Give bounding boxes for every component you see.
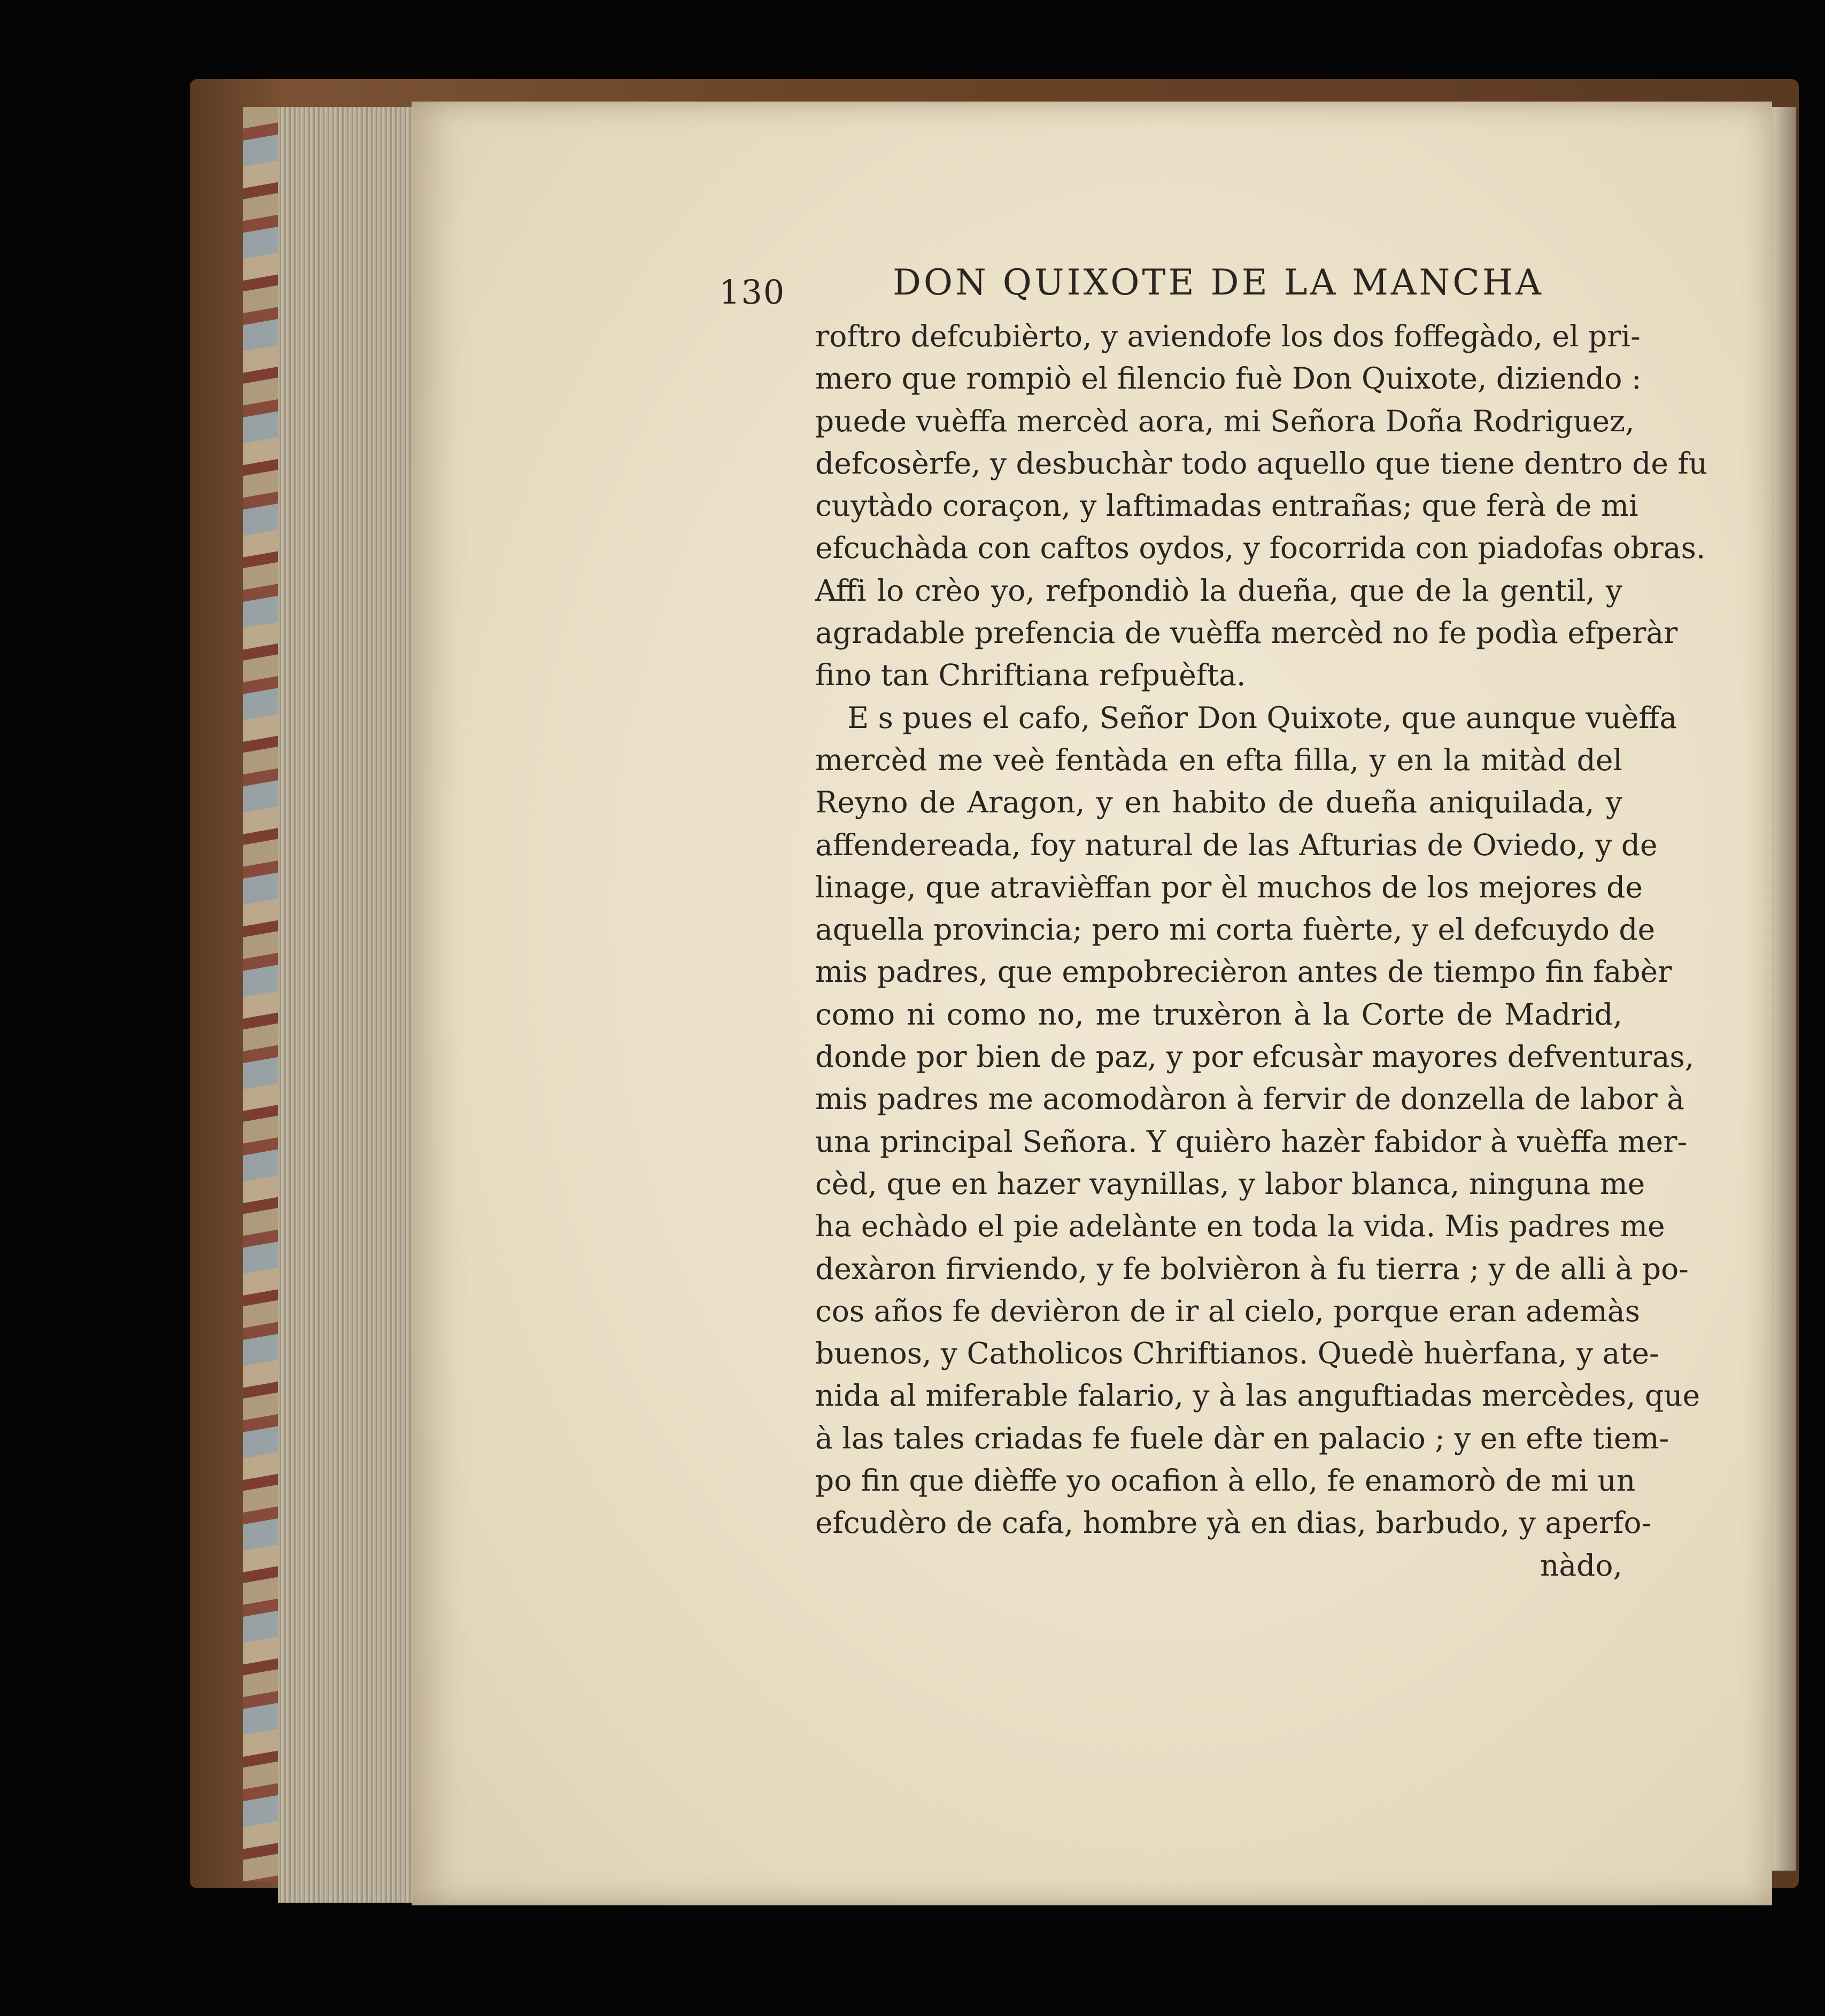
text-line: como ni como no, me truxèron à la Corte de Madrid,	[815, 997, 1622, 1032]
text-line: una principal Señora. Y quièro hazèr fabidor à vuèffa mer-	[815, 1124, 1688, 1159]
text-line: mero que rompiò el filencio fuè Don Quixote, diziendo :	[815, 361, 1642, 396]
text-line: roftro defcubièrto, y aviendofe los dos foffegàdo, el pri-	[815, 319, 1641, 353]
catchword: nàdo,	[1540, 1548, 1622, 1583]
text-line: fino tan Chriftiana refpuèfta.	[815, 658, 1246, 693]
text-line: linage, que atravièffan por èl muchos de los mejores de	[815, 870, 1643, 904]
text-line: à las tales criadas fe fuele dàr en palacio ; y en efte tiem-	[815, 1421, 1669, 1455]
text-line: cèd, que en hazer vaynillas, y labor blanca, ninguna me	[815, 1166, 1645, 1201]
page-edges	[278, 107, 412, 1903]
text-line: efcudèro de cafa, hombre yà en dias, barbudo, y aperfo-	[815, 1506, 1652, 1540]
text-line: cuytàdo coraçon, y laftimadas entrañas; que ferà de mi	[815, 489, 1638, 523]
text-line: ha echàdo el pie adelànte en toda la vida. Mis padres me	[815, 1209, 1665, 1244]
text-line: aquella provincia; pero mi corta fuèrte, y el defcuydo de	[815, 912, 1656, 947]
text-line: cos años fe devièron de ir al cielo, porque eran ademàs	[815, 1293, 1640, 1328]
running-title: DON QUIXOTE DE LA MANCHA	[893, 262, 1544, 303]
text-line: po fin que dièffe yo ocafion à ello, fe enamorò de mi un	[815, 1463, 1636, 1498]
text-line: Affi lo crèo yo, refpondiò la dueña, que de la gentil, y	[815, 573, 1622, 608]
text-line: mercèd me veè fentàda en efta filla, y en la mitàd del	[815, 742, 1622, 777]
text-line: affendereada, foy natural de las Afturias de Oviedo, y de	[815, 827, 1658, 862]
marbled-endpaper	[243, 107, 281, 1881]
text-line: mis padres, que empobrecièron antes de tiempo fin fabèr	[815, 955, 1672, 989]
text-line: defcosèrfe, y desbuchàr todo aquello que tiene dentro de fu	[815, 446, 1708, 480]
text-line: E s pues el cafo, Señor Don Quixote, que aunque vuèffa	[847, 700, 1677, 735]
body-text	[815, 315, 1708, 1587]
text-line: agradable prefencia de vuèffa mercèd no fe podìa efperàr	[815, 616, 1678, 650]
text-line: puede vuèffa mercèd aora, mi Señora Doña Rodriguez,	[815, 404, 1635, 438]
text-line: donde por bien de paz, y por efcusàr mayores defventuras,	[815, 1040, 1695, 1074]
text-line: mis padres me acomodàron à fervir de donzella de labor à	[815, 1082, 1685, 1116]
text-line: nida al miferable falario, y à las anguftiadas mercèdes, que	[815, 1378, 1700, 1413]
page-number: 130	[719, 273, 786, 312]
text-line: Reyno de Aragon, y en habito de dueña aniquilada, y	[815, 785, 1622, 820]
text-line: dexàron firviendo, y fe bolvièron à fu tierra ; y de alli à po-	[815, 1251, 1689, 1286]
text-line: buenos, y Catholicos Chriftianos. Quedè huèrfana, y ate-	[815, 1336, 1659, 1371]
text-line: efcuchàda con caftos oydos, y focorrida con piadofas obras.	[815, 531, 1706, 565]
